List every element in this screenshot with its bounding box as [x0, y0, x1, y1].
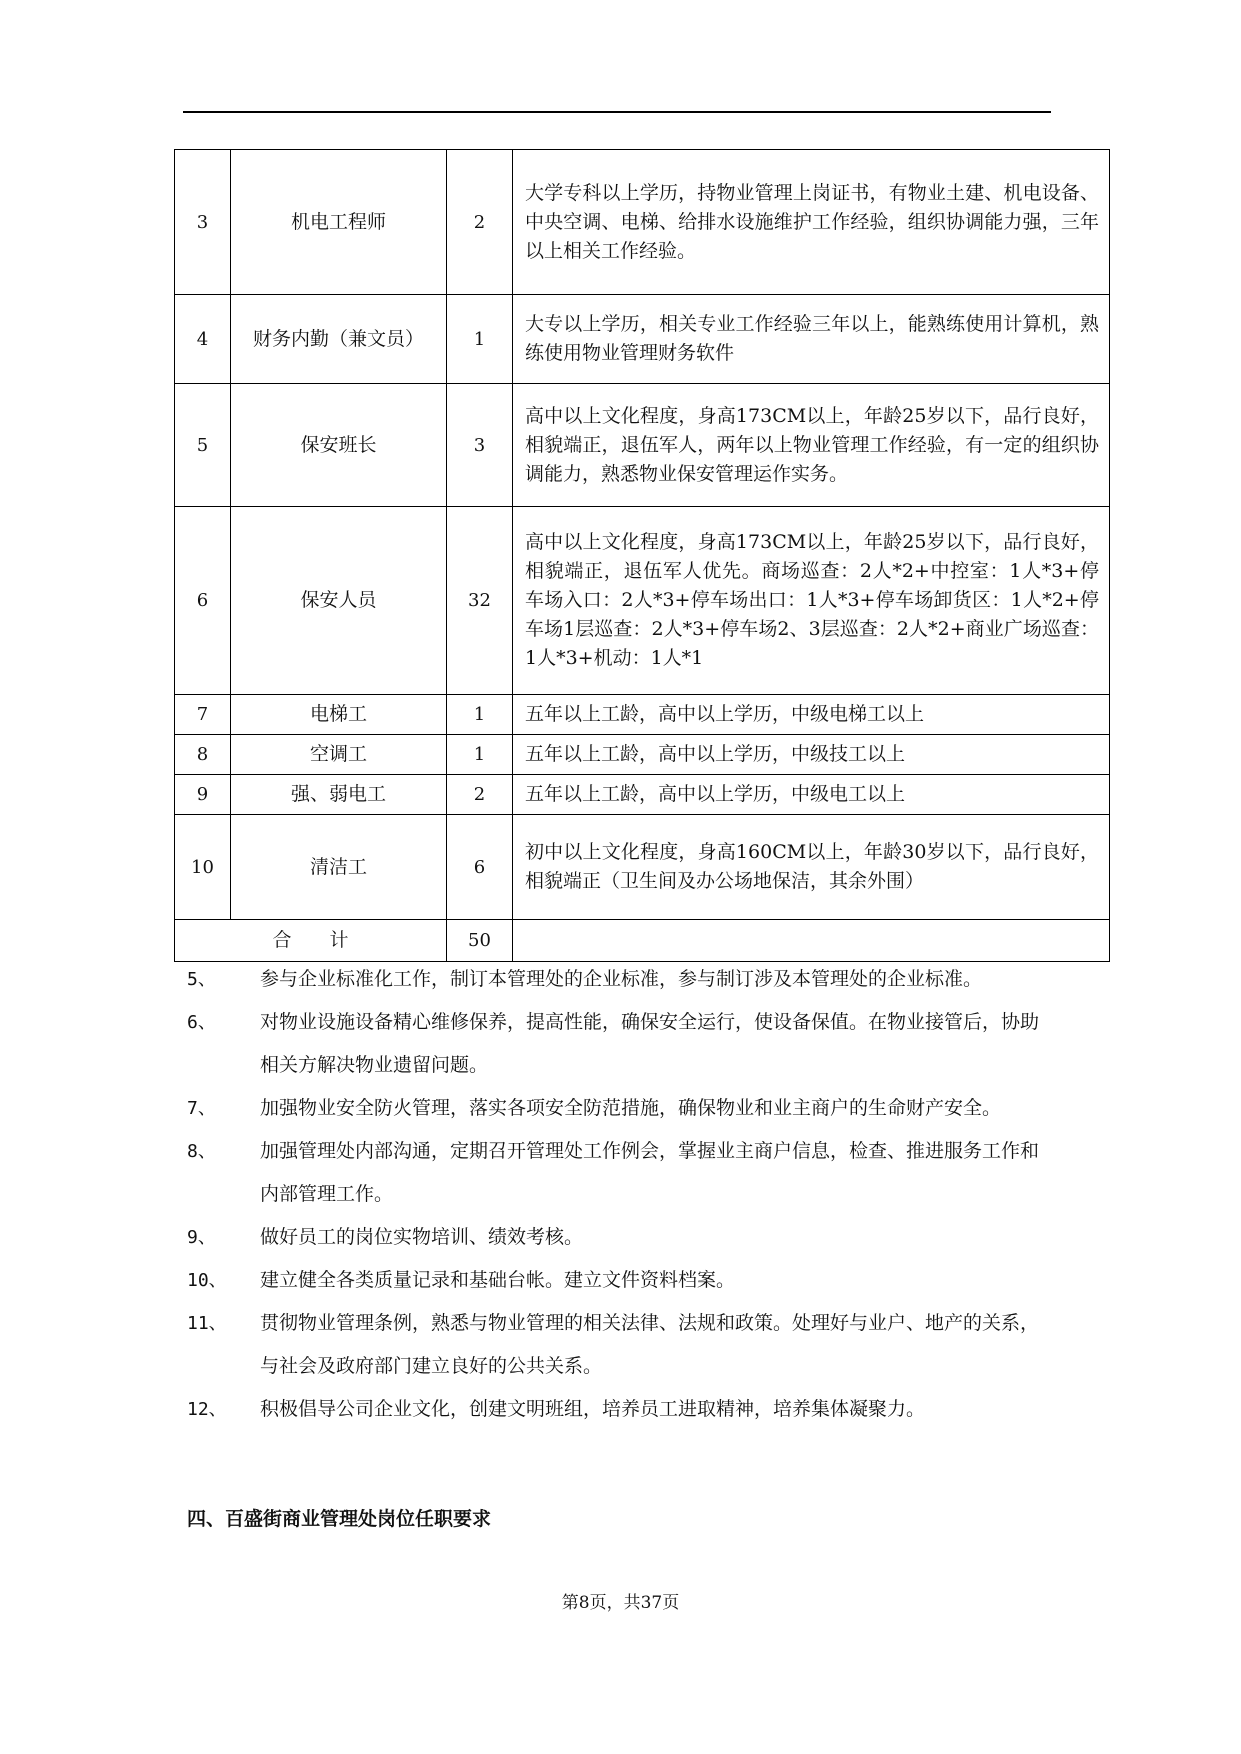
requirement: 五年以上工龄，高中以上学历，中级技工以上: [513, 735, 1110, 775]
requirement: 大学专科以上学历，持物业管理上岗证书，有物业土建、机电设备、中央空调、电梯、给排水设施维护工作经验，组织协调能力强，三年以上相关工作经验。: [513, 150, 1110, 295]
list-item: [187, 1087, 1057, 1130]
total-count: 50: [447, 920, 513, 962]
item-text: 对物业设施设备精心维修保养，提高性能，确保安全运行，使设备保值。在物业接管后，协助相关方解决物业遗留问题。: [260, 1011, 1040, 1076]
list-item: [187, 1216, 1057, 1259]
row-number: 7: [175, 695, 231, 735]
headcount: 1: [447, 735, 513, 775]
item-number: 7、: [187, 1098, 216, 1119]
row-number: 8: [175, 735, 231, 775]
section-heading: 四、百盛街商业管理处岗位任职要求: [187, 1508, 492, 1530]
list-item: [187, 958, 1057, 1001]
position-name: 空调工: [231, 735, 447, 775]
list-item: [187, 1388, 1057, 1431]
requirement: 大专以上学历，相关专业工作经验三年以上，能熟练使用计算机，熟练使用物业管理财务软件: [513, 295, 1110, 384]
headcount: 32: [447, 507, 513, 695]
list-item: [187, 1130, 1057, 1216]
headcount: 3: [447, 384, 513, 507]
page-footer: 第8页，共37页: [561, 1593, 680, 1613]
item-number: 5、: [187, 969, 216, 990]
headcount: 2: [447, 775, 513, 815]
table-row: [175, 295, 1110, 384]
item-number: 9、: [187, 1227, 216, 1248]
item-text: 贯彻物业管理条例，熟悉与物业管理的相关法律、法规和政策。处理好与业户、地产的关系，与社会及政府部门建立良好的公共关系。: [260, 1312, 1040, 1377]
requirement: 高中以上文化程度，身高173CM以上，年龄25岁以下，品行良好，相貌端正，退伍军人，两年以上物业管理工作经验，有一定的组织协调能力，熟悉物业保安管理运作实务。: [513, 384, 1110, 507]
requirement: 初中以上文化程度，身高160CM以上，年龄30岁以下，品行良好，相貌端正（卫生间及办公场地保洁，其余外围）: [513, 815, 1110, 920]
list-item: [187, 1001, 1057, 1087]
headcount: 2: [447, 150, 513, 295]
position-name: 财务内勤（兼文员）: [231, 295, 447, 384]
staffing-table: [174, 149, 1110, 962]
item-text: 做好员工的岗位实物培训、绩效考核。: [260, 1226, 584, 1248]
position-name: 强、弱电工: [231, 775, 447, 815]
table-row: [175, 384, 1110, 507]
item-number: 12、: [187, 1399, 227, 1420]
list-item: [187, 1302, 1057, 1388]
position-name: 清洁工: [231, 815, 447, 920]
row-number: 4: [175, 295, 231, 384]
total-row: [175, 920, 1110, 962]
total-label: 合 计: [175, 920, 447, 962]
requirement: 五年以上工龄，高中以上学历，中级电工以上: [513, 775, 1110, 815]
item-text: 积极倡导公司企业文化，创建文明班组，培养员工进取精神，培养集体凝聚力。: [260, 1398, 926, 1420]
row-number: 3: [175, 150, 231, 295]
table-row: [175, 735, 1110, 775]
position-name: 保安人员: [231, 507, 447, 695]
table-row: [175, 775, 1110, 815]
item-text: 参与企业标准化工作，制订本管理处的企业标准，参与制订涉及本管理处的企业标准。: [260, 968, 983, 990]
row-number: 9: [175, 775, 231, 815]
table-row: [175, 815, 1110, 920]
total-blank-cell: [513, 920, 1110, 962]
item-number: 10、: [187, 1270, 227, 1291]
position-name: 电梯工: [231, 695, 447, 735]
list-item: [187, 1259, 1057, 1302]
item-text: 加强物业安全防火管理，落实各项安全防范措施，确保物业和业主商户的生命财产安全。: [260, 1097, 1002, 1119]
item-number: 8、: [187, 1141, 216, 1162]
duty-list: [187, 958, 1057, 1431]
position-name: 保安班长: [231, 384, 447, 507]
table-row: [175, 507, 1110, 695]
item-number: 11、: [187, 1313, 227, 1334]
item-text: 建立健全各类质量记录和基础台帐。建立文件资料档案。: [260, 1269, 736, 1291]
requirement: 五年以上工龄，高中以上学历，中级电梯工以上: [513, 695, 1110, 735]
header-rule: [183, 111, 1051, 113]
row-number: 10: [175, 815, 231, 920]
table-row: [175, 695, 1110, 735]
item-number: 6、: [187, 1012, 216, 1033]
row-number: 6: [175, 507, 231, 695]
table-row: [175, 150, 1110, 295]
row-number: 5: [175, 384, 231, 507]
item-text: 加强管理处内部沟通，定期召开管理处工作例会，掌握业主商户信息，检查、推进服务工作和内部管理工作。: [260, 1140, 1040, 1205]
requirement: 高中以上文化程度，身高173CM以上，年龄25岁以下，品行良好，相貌端正，退伍军人优先。商场巡查：2人*2+中控室：1人*3+停车场入口：2人*3+停车场出口：1人*3+停车场卸货区：1人*2+停车场1层巡查：2人*3+停车场2、3层巡查：2人*2+商业广场巡查：1人*3+机动：1人*1: [513, 507, 1110, 695]
position-name: 机电工程师: [231, 150, 447, 295]
headcount: 1: [447, 695, 513, 735]
headcount: 6: [447, 815, 513, 920]
headcount: 1: [447, 295, 513, 384]
